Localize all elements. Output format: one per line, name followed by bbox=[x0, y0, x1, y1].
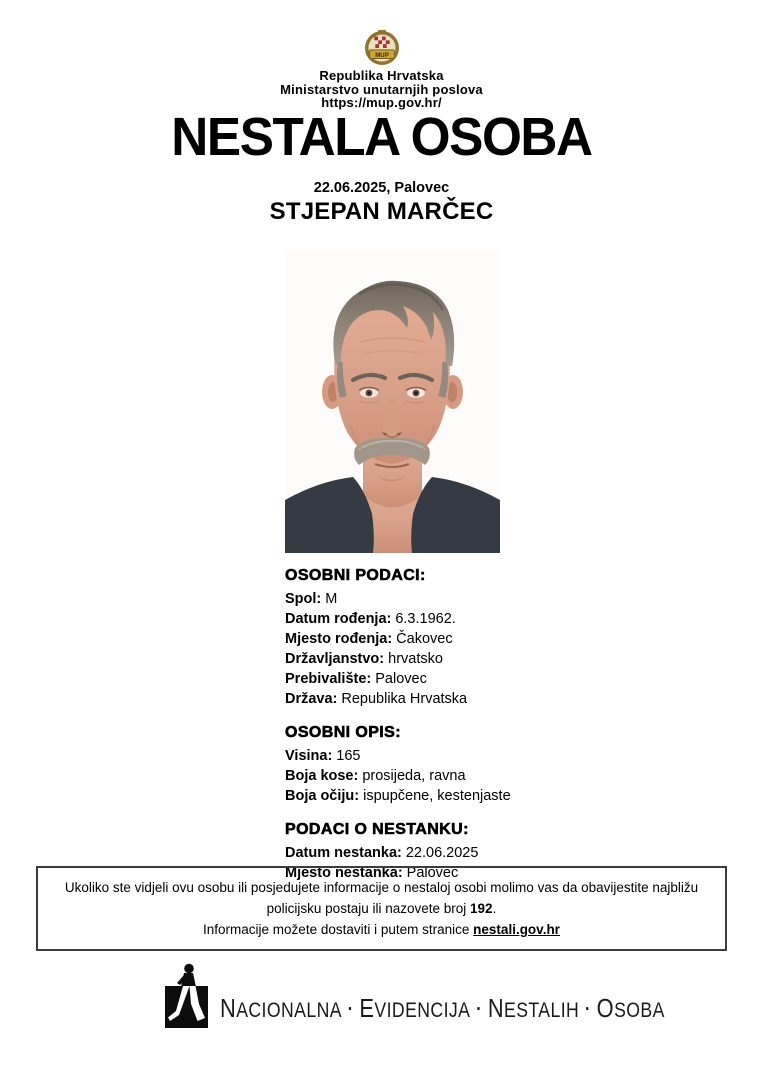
org-url: https://mup.gov.hr/ bbox=[321, 95, 442, 110]
missing-date-place: 22.06.2025, Palovec bbox=[313, 180, 450, 196]
poster-title: NESTALA OSOBA bbox=[171, 107, 592, 167]
checkerboard-shield bbox=[374, 37, 389, 48]
section-osobni-opis bbox=[285, 724, 511, 806]
org-country: Republika Hrvatska bbox=[319, 68, 444, 83]
walking-person-icon bbox=[163, 962, 211, 1035]
ministry-header bbox=[0, 69, 763, 110]
section-heading: OSOBNI OPIS: bbox=[285, 724, 401, 741]
detail-row-datum-rodjenja: Datum rođenja: 6.3.1962. bbox=[285, 611, 456, 627]
org-ministry: Ministarstvo unutarnjih poslova bbox=[280, 81, 483, 97]
detail-row-visina: Visina: 165 bbox=[285, 748, 361, 764]
dot-separator: · bbox=[476, 999, 482, 1020]
detail-row-boja-kose: Boja kose: prosijeda, ravna bbox=[285, 768, 466, 784]
contact-instructions-box bbox=[36, 866, 727, 951]
contact-sentence: Ukoliko ste vidjeli ovu osobu ili posjedujete informacije o nestaloj osobi molimo vas da obavijestite najbližu policijsku postaju ili nazovete broj 192. bbox=[64, 880, 699, 916]
detail-row-prebivaliste: Prebivalište: Palovec bbox=[285, 671, 427, 687]
emergency-number: 192 bbox=[470, 901, 493, 916]
detail-row-boja-ociju: Boja očiju: ispupčene, kestenjaste bbox=[285, 788, 511, 804]
dot-separator: · bbox=[585, 999, 591, 1020]
section-heading: PODACI O NESTANKU: bbox=[285, 821, 469, 838]
nen-o-logo-text: NACIONALNA · EVIDENCIJA · NESTALIH · OSOBA bbox=[220, 993, 665, 1023]
section-heading: OSOBNI PODACI: bbox=[285, 567, 426, 584]
missing-person-name: STJEPAN MARČEC bbox=[269, 198, 494, 225]
detail-row-mjesto-nestanka: Mjesto nestanka: Palovec bbox=[285, 865, 459, 881]
website-sentence: Informacije možete dostaviti i putem stranice nestali.gov.hr bbox=[203, 922, 560, 937]
detail-row-mjesto-rodjenja: Mjesto rođenja: Čakovec bbox=[285, 631, 453, 647]
mup-badge-icon bbox=[361, 28, 403, 73]
detail-row-datum-nestanka: Datum nestanka: 22.06.2025 bbox=[285, 845, 479, 861]
missing-person-photo bbox=[285, 250, 500, 553]
detail-row-drzavljanstvo: Državljanstvo: hrvatsko bbox=[285, 651, 443, 667]
nestali-website-link[interactable]: nestali.gov.hr bbox=[473, 922, 560, 937]
detail-row-spol: Spol: M bbox=[285, 591, 338, 607]
dot-separator: · bbox=[347, 999, 354, 1020]
section-osobni-podaci bbox=[285, 567, 511, 709]
person-details bbox=[285, 567, 511, 898]
emblem-text: MUP bbox=[374, 51, 389, 59]
detail-row-drzava: Država: Republika Hrvatska bbox=[285, 691, 468, 707]
